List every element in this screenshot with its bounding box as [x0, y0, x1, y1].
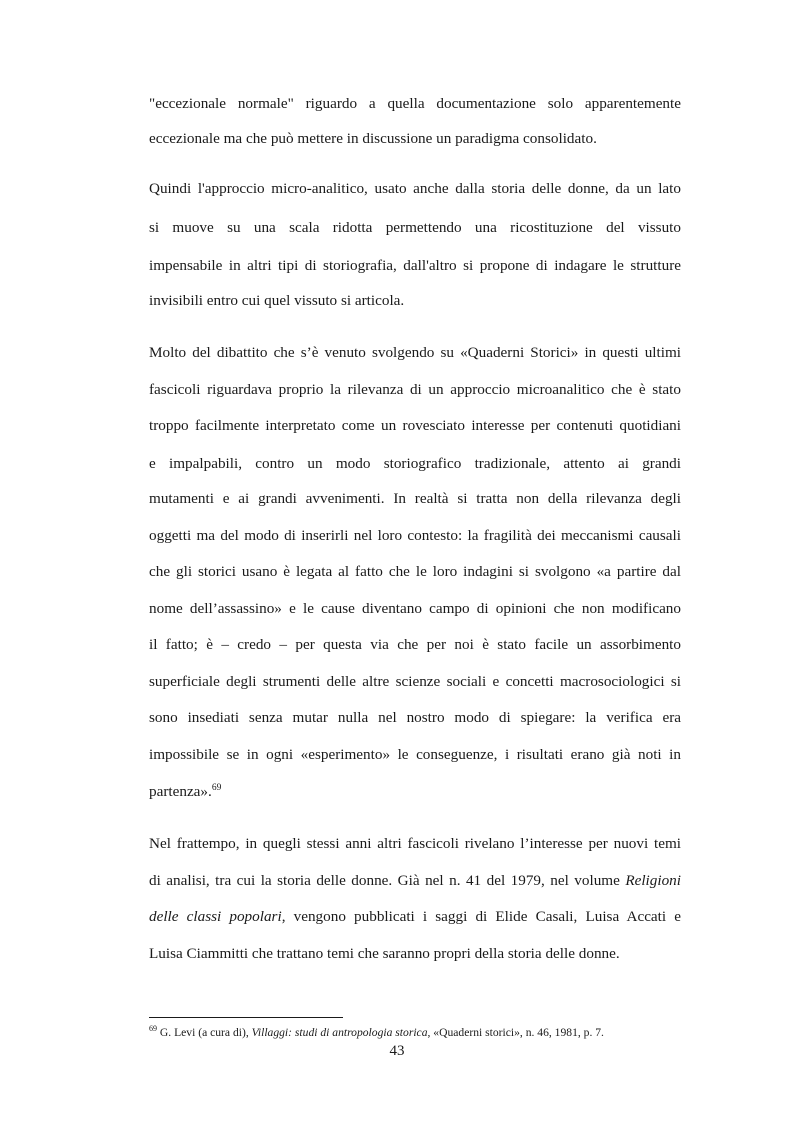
page-number: 43 — [389, 1043, 405, 1059]
text-line: il fatto; è – credo – per questa via che per noi è stato facile un assorbimento — [149, 636, 681, 653]
text-fragment: , vengono pubblicati i saggi di Elide Casali, Luisa Accati e — [281, 908, 681, 925]
text-line: si muove su una scala ridotta permettendo una ricostituzione del vissuto — [149, 219, 681, 236]
italic-title: delle classi popolari — [149, 908, 282, 925]
text-line: Luisa Ciammitti che trattano temi che saranno propri della storia delle donne. — [149, 945, 620, 962]
text-fragment: partenza». — [149, 783, 212, 800]
footnote-reference[interactable]: 69 — [211, 782, 222, 793]
footnote-separator — [149, 1017, 343, 1018]
footnote — [149, 1026, 709, 1040]
text-line: nome dell’assassino» e le cause diventano campo di opinioni che non modificano — [149, 600, 681, 617]
text-line — [149, 869, 681, 893]
footnote-title: Villaggi: studi di antropologia storica — [251, 1026, 428, 1039]
italic-title: Religioni — [625, 872, 681, 889]
text-line: eccezionale ma che può mettere in discussione un paradigma consolidato. — [149, 130, 597, 147]
text-line: Quindi l'approccio micro-analitico, usato anche dalla storia delle donne, da un lato — [149, 180, 681, 197]
footnote-text: G. Levi (a cura di), — [157, 1026, 252, 1039]
text-line — [149, 905, 681, 929]
footnote-text: , «Quaderni storici», n. 46, 1981, p. 7. — [427, 1026, 604, 1039]
text-line — [149, 780, 681, 804]
text-line: impensabile in altri tipi di storiografia, dall'altro si propone di indagare le strutture — [149, 257, 681, 274]
text-line: e impalpabili, contro un modo storiografico tradizionale, attento ai grandi — [149, 455, 681, 472]
text-line: Molto del dibattito che s’è venuto svolgendo su «Quaderni Storici» in questi ultimi — [149, 344, 681, 361]
text-line: superficiale degli strumenti delle altre scienze sociali e concetti macrosociologici si — [149, 673, 681, 690]
text-line: impossibile se in ogni «esperimento» le conseguenze, i risultati erano già noti in — [149, 746, 681, 763]
text-line: mutamenti e ai grandi avvenimenti. In realtà si tratta non della rilevanza degli — [149, 490, 681, 507]
text-line: che gli storici usano è legata al fatto che le loro indagini si svolgono «a partire dal — [149, 563, 681, 580]
text-line: invisibili entro cui quel vissuto si articola. — [149, 292, 405, 309]
text-line: troppo facilmente interpretato come un rovesciato interesse per contenuti quotidiani — [149, 417, 681, 434]
text-line: Nel frattempo, in quegli stessi anni altri fascicoli rivelano l’interesse per nuovi temi — [149, 835, 681, 852]
text-line: oggetti ma del modo di inserirli nel loro contesto: la fragilità dei meccanismi causali — [149, 527, 681, 544]
text-line: fascicoli riguardava proprio la rilevanza di un approccio microanalitico che è stato — [149, 381, 681, 398]
text-fragment: di analisi, tra cui la storia delle donne. Già nel n. 41 del 1979, nel volume — [149, 872, 626, 889]
footnote-number: 69 — [149, 1024, 157, 1034]
text-line: sono insediati senza mutar nulla nel nostro modo di spiegare: la verifica era — [149, 709, 681, 726]
text-line: "eccezionale normale" riguardo a quella documentazione solo apparentemente — [149, 95, 681, 112]
